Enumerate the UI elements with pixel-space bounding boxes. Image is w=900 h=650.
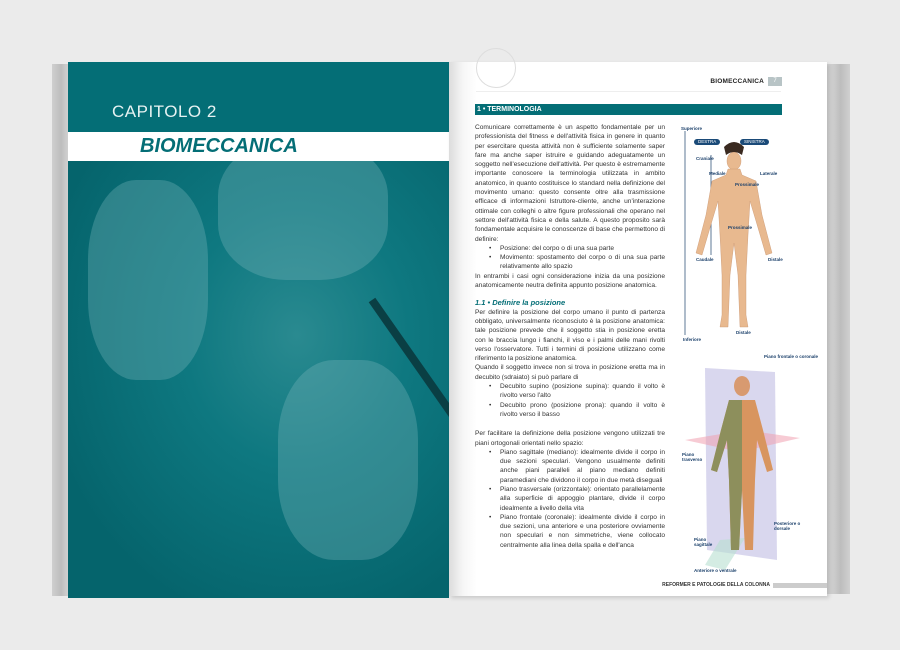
list-item: • Piano sagittale (mediano): idealmente divide il corpo in due sezioni speculari. Vengono usualmente definiti anche piani paralleli al piano mediano definiti paramediani che dividono il corpo in due metà diseguali [489, 448, 665, 485]
label-piano-sagittale: Piano sagittale [694, 537, 713, 547]
header-rule [476, 91, 781, 92]
section-title: 1 • TERMINOLOGIA [475, 104, 782, 115]
label-distale: Distale [736, 330, 751, 335]
page-number: 7 [768, 77, 782, 86]
page-header [710, 77, 782, 86]
list-item: • Decubito supino (posizione supina): quando il volto è rivolto verso l'alto [489, 382, 665, 401]
label-craniale: Craniale [696, 156, 714, 161]
label-mediale: Mediale [709, 171, 726, 176]
intro-end: In entrambi i casi ogni considerazione inizia da una posizione anatomicamente neutra definita appunto posizione anatomica. [475, 272, 665, 290]
label-destra: DESTRA [694, 139, 720, 145]
list-item: • Decubito prono (posizione prona): quando il volto è rivolto verso il basso [489, 401, 665, 420]
label-anteriore: Anteriore o ventrale [694, 568, 737, 573]
list-item: • Posizione: del corpo o di una sua parte [489, 244, 665, 253]
intro-paragraph: Comunicare correttamente è un aspetto fondamentale per un professionista del fitness e dell'attività fisica in genere in quanto per esercitare questa attività non è sufficiente solamente saper fare ma anche saper istruire e guidando adeguatamente un soggetto nell'esecuzione dell'attività. Per questo è estremamente importante conoscere la terminologia utilizzata in ambito anatomico, in quanto costituisce lo standard nella definizione del movimento umano: questo consente oltre alla trasmissione efficace di informazioni Istruttore-cliente, anche un'interazione ottimale con colleghi o altre figure professionali che operano nel settore dell'attività fisica e della salute. A questo proposito sarà fondamentale acquisire le conoscenze di base che permettono di definire: [475, 124, 665, 243]
chapter-title: BIOMECCANICA [140, 135, 298, 157]
paragraph: Per definire la posizione del corpo umano il punto di partenza obbligato, universalmente riconosciuto è la posizione anatomica: tale posizione prevede che il soggetto stia in posizione eretta con le braccia lungo i fianchi, il viso e i palmi delle mani rivolti verso l'osservatore. Tutti i termini di posizione utilizzano come riferimento la posizione anatomica. [475, 308, 665, 363]
chapter-number: CAPITOLO 2 [112, 102, 217, 121]
label-sinistra: SINISTRA [740, 139, 769, 145]
list-item: • Piano trasversale (orizzontale): orientato parallelamente alla superficie di appoggio plantare, divide il corpo idealmente a livello della vita [489, 485, 665, 513]
label-posteriore: Posteriore o dorsale [774, 521, 801, 531]
anatomical-position-figure [676, 125, 796, 340]
reformer-photo [68, 160, 449, 598]
footer-text: REFORMER E PATOLOGIE DELLA COLONNA [662, 582, 770, 588]
title-band [68, 132, 449, 161]
label-piano-frontale: Piano frontale o coronale [764, 354, 819, 359]
paragraph: Per facilitare la definizione della posizione vengono utilizzati tre piani ortogonali orientati nello spazio: [475, 430, 665, 447]
label-piano-trasverso: Piano trasverso [682, 452, 703, 462]
body-column [475, 123, 665, 550]
chapter-opener-page [68, 62, 449, 598]
label-inferiore: Inferiore [683, 337, 702, 342]
page-stack-right [826, 64, 850, 594]
label-laterale: Laterale [760, 171, 778, 176]
label-distale: Distale [768, 257, 783, 262]
decorative-circle [476, 48, 516, 88]
list-item: • Piano frontale (coronale): idealmente divide il corpo in due sezioni, una anteriore e una posteriore ovviamente non speculari e non simmetriche, viene collocato centralmente alla linea della spalla e dell'anca [489, 513, 665, 550]
paragraph: Quando il soggetto invece non si trova in posizione eretta ma in decubito (sdraiato) si può parlare di [475, 364, 665, 381]
page-footer [640, 582, 827, 589]
list-item: • Movimento: spostamento del corpo o di una sua parte relativamente allo spazio [489, 253, 665, 272]
running-head: BIOMECCANICA [710, 78, 764, 85]
label-caudale: Caudale [696, 257, 714, 262]
label-prossimale: Prossimale [728, 225, 753, 230]
label-superiore: Superiore [681, 126, 703, 131]
footer-bar [773, 583, 827, 588]
label-prossimale: Prossimale [735, 182, 760, 187]
subsection-title: 1.1 • Definire la posizione [475, 298, 566, 308]
